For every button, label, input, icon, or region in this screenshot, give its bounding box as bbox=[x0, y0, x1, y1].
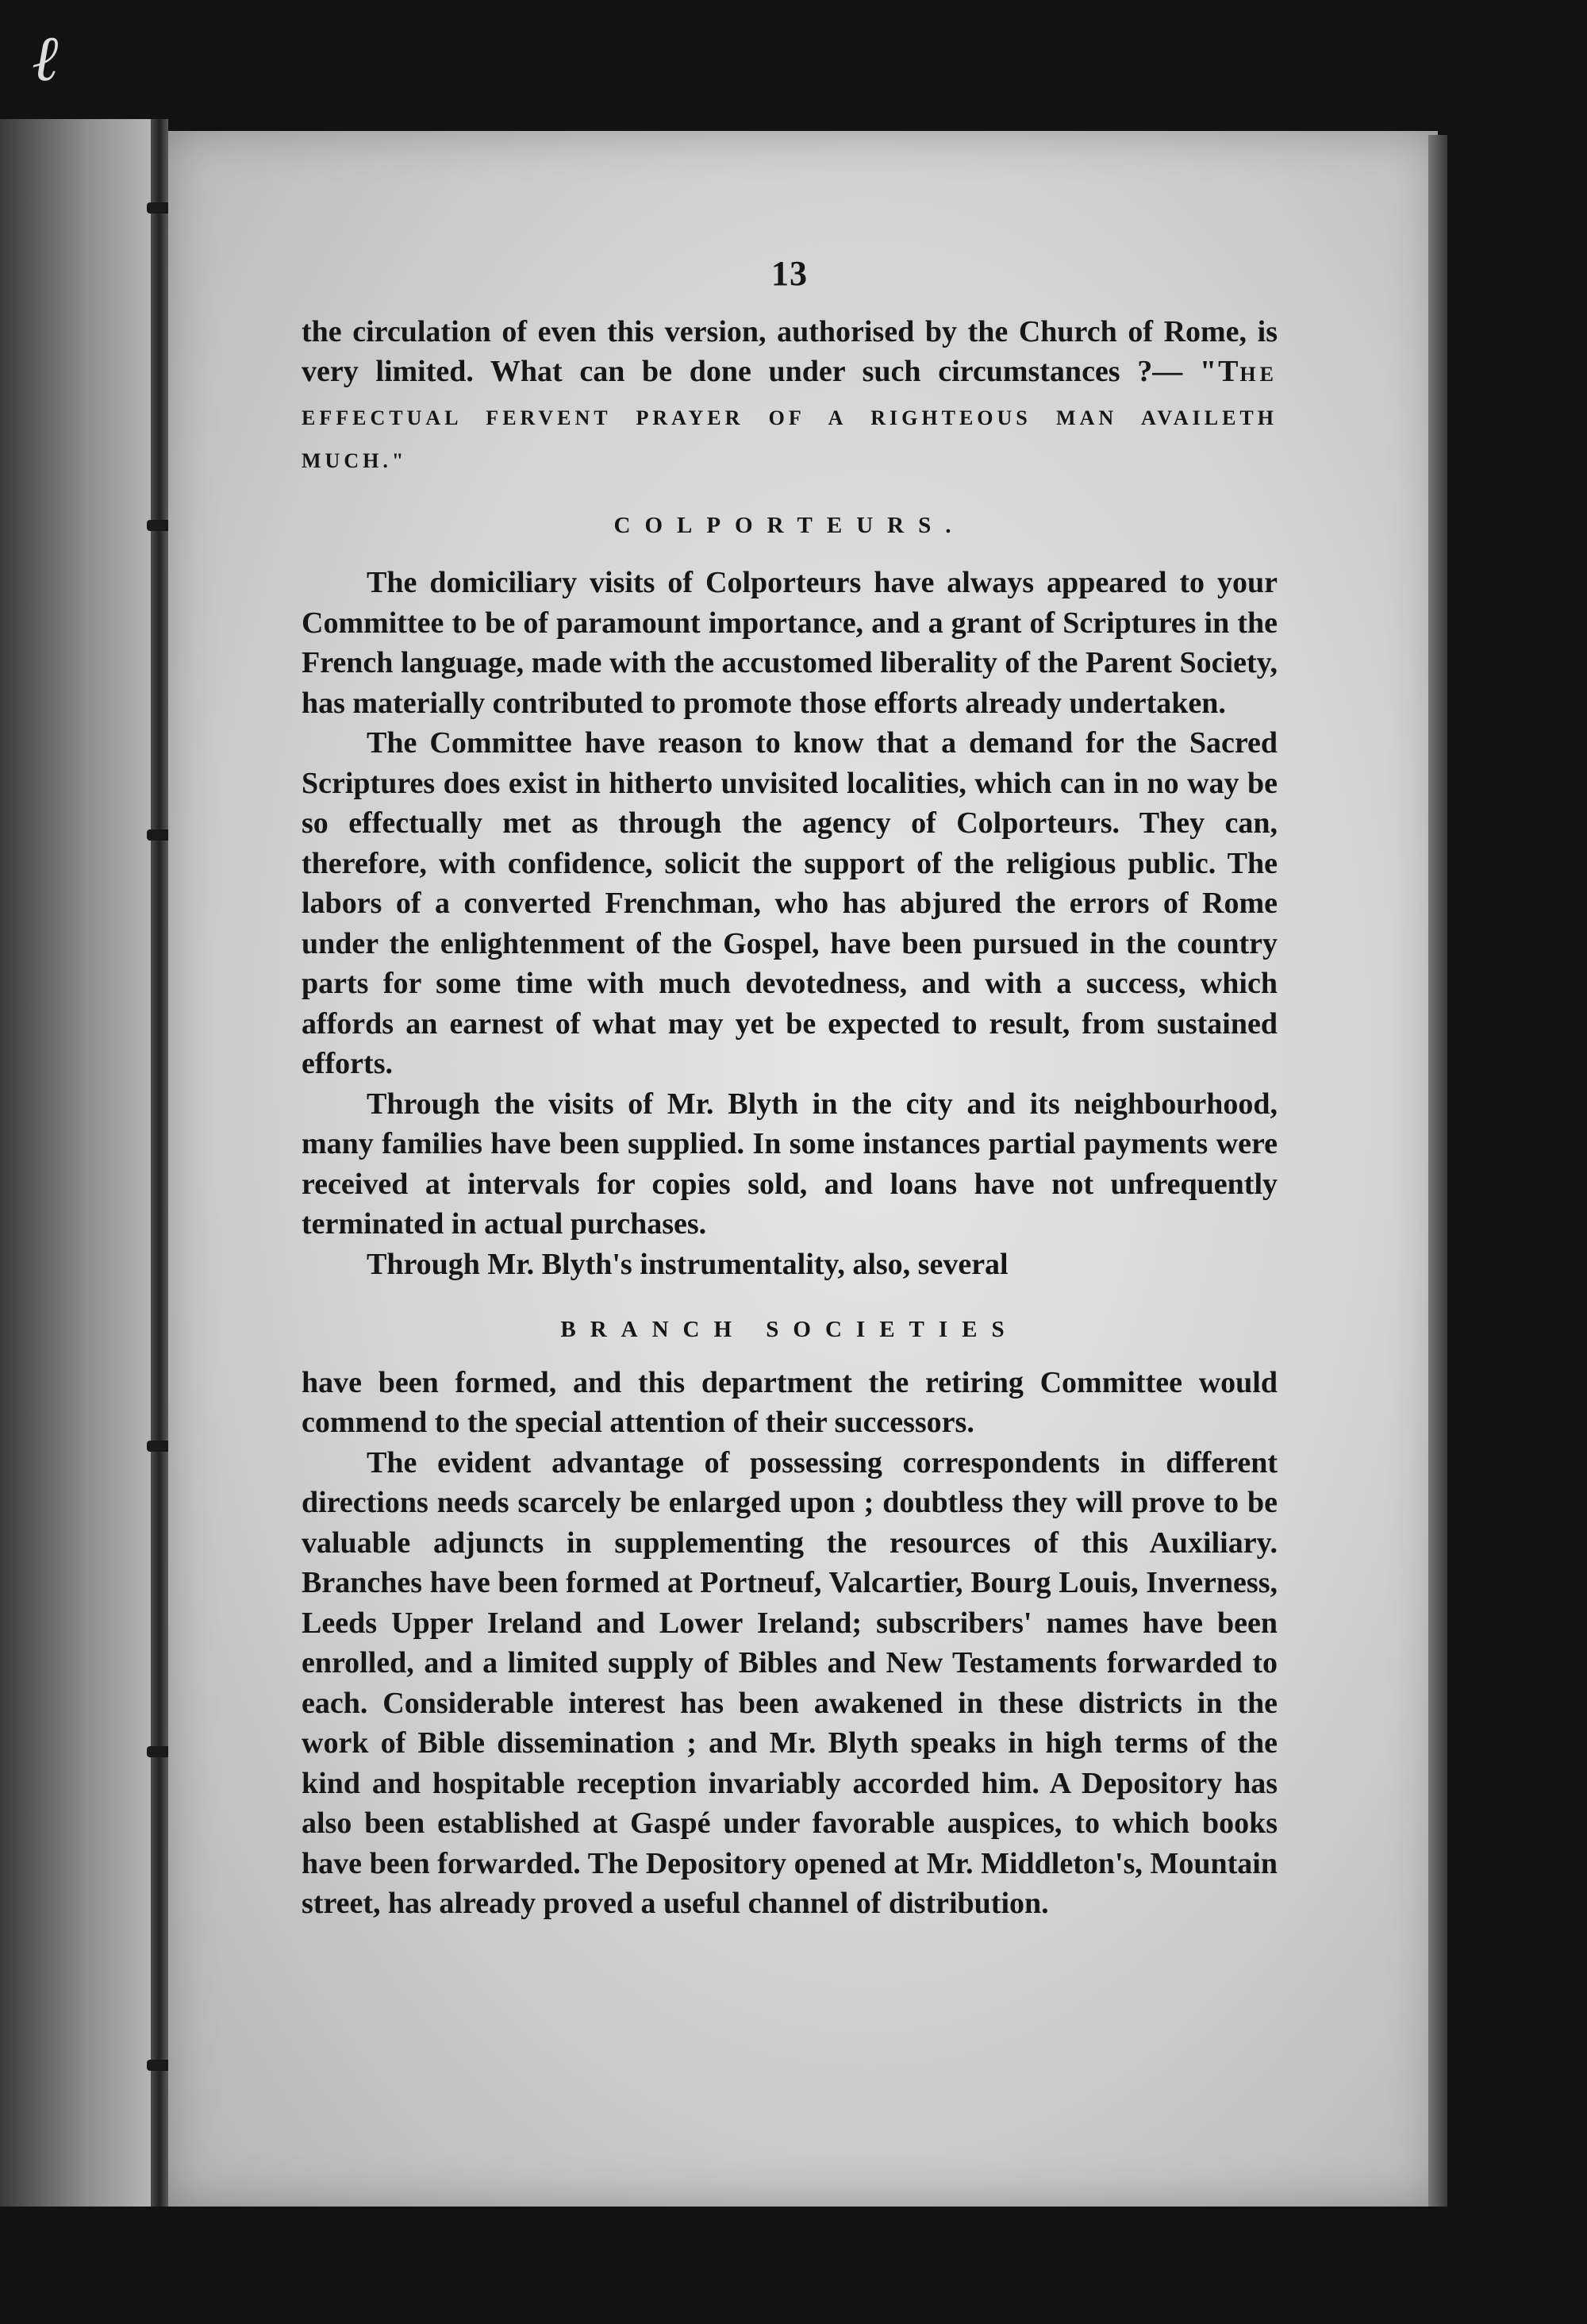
paragraph-text: the circulation of even this version, authorised by the Church of Rome, is very limited. What can be done under such circumstances ?— bbox=[302, 314, 1278, 388]
section-heading-branch-societies: BRANCH SOCIETIES bbox=[560, 1317, 1019, 1342]
body-paragraph: The Committee have reason to know that a demand for the Sacred Scriptures does exist in hitherto unvisited localities, which can in no way be so effectually met as through the agency of Colporteurs. They can, therefore, with confidence, solicit the support of the religious public. The labors of a converted Frenchman, who has abjured the errors of Rome under the enlightenment of the Gospel, have been pursued in the country parts for some time with much devotedness, and with a success, which affords an earnest of what may yet be expected to result, from sustained efforts. bbox=[302, 726, 1278, 1080]
page-edge bbox=[1428, 135, 1447, 2207]
left-page-edge bbox=[0, 119, 159, 2207]
body-paragraph: have been formed, and this department the retiring Committee would commend to the special attention of their successors. bbox=[302, 1365, 1278, 1439]
body-paragraph: The evident advantage of possessing correspondents in different directions needs scarcely be enlarged upon ; doubtless they will prove to be valuable adjuncts in supplementing the resources of this Auxiliary. Branches have been formed at Portneuf, Valcartier, Bourg Louis, Inverness, Leeds Upper Ireland and Lower Ireland; subscribers' names have been enrolled, and a limited supply of Bibles and New Testaments forwarded to each. Considerable interest has been awakened in these districts in the work of Bible dissemination ; and Mr. Blyth speaks in high terms of the kind and hospitable reception invariably accorded him. A Depository has also been established at Gaspé under favorable auspices, to which books have been forwarded. The Depository opened at Mr. Middleton's, Mountain street, has already proved a useful channel of distribution. bbox=[302, 1445, 1278, 1920]
body-paragraph: Through Mr. Blyth's instrumentality, also, several bbox=[367, 1247, 1009, 1281]
section-heading-colporteurs: COLPORTEURS. bbox=[613, 512, 966, 538]
body-paragraph bbox=[302, 312, 1278, 482]
body-paragraph: The domiciliary visits of Colporteurs have always appeared to your Committee to be of paramount importance, and a grant of Scriptures in the French language, made with the accustomed liberality of the Parent Society, has materially contributed to promote those efforts already undertaken. bbox=[302, 566, 1278, 720]
page-content bbox=[302, 254, 1278, 1924]
quote-open-mark: " bbox=[1199, 355, 1219, 388]
quote-small-caps: HE EFFECTUAL FERVENT PRAYER OF A RIGHTEOUS MAN AVAILETH MUCH." bbox=[302, 363, 1278, 472]
quote-first-letter: T bbox=[1218, 355, 1240, 388]
body-paragraph: Through the visits of Mr. Blyth in the city and its neighbourhood, many families have been supplied. In some instances partial payments were received at intervals for copies sold, and loans have not unfrequently terminated in actual purchases. bbox=[302, 1087, 1278, 1241]
book-gutter bbox=[151, 119, 168, 2207]
corner-pencil-mark: ℓ bbox=[32, 25, 59, 94]
page-number: 13 bbox=[771, 254, 808, 293]
